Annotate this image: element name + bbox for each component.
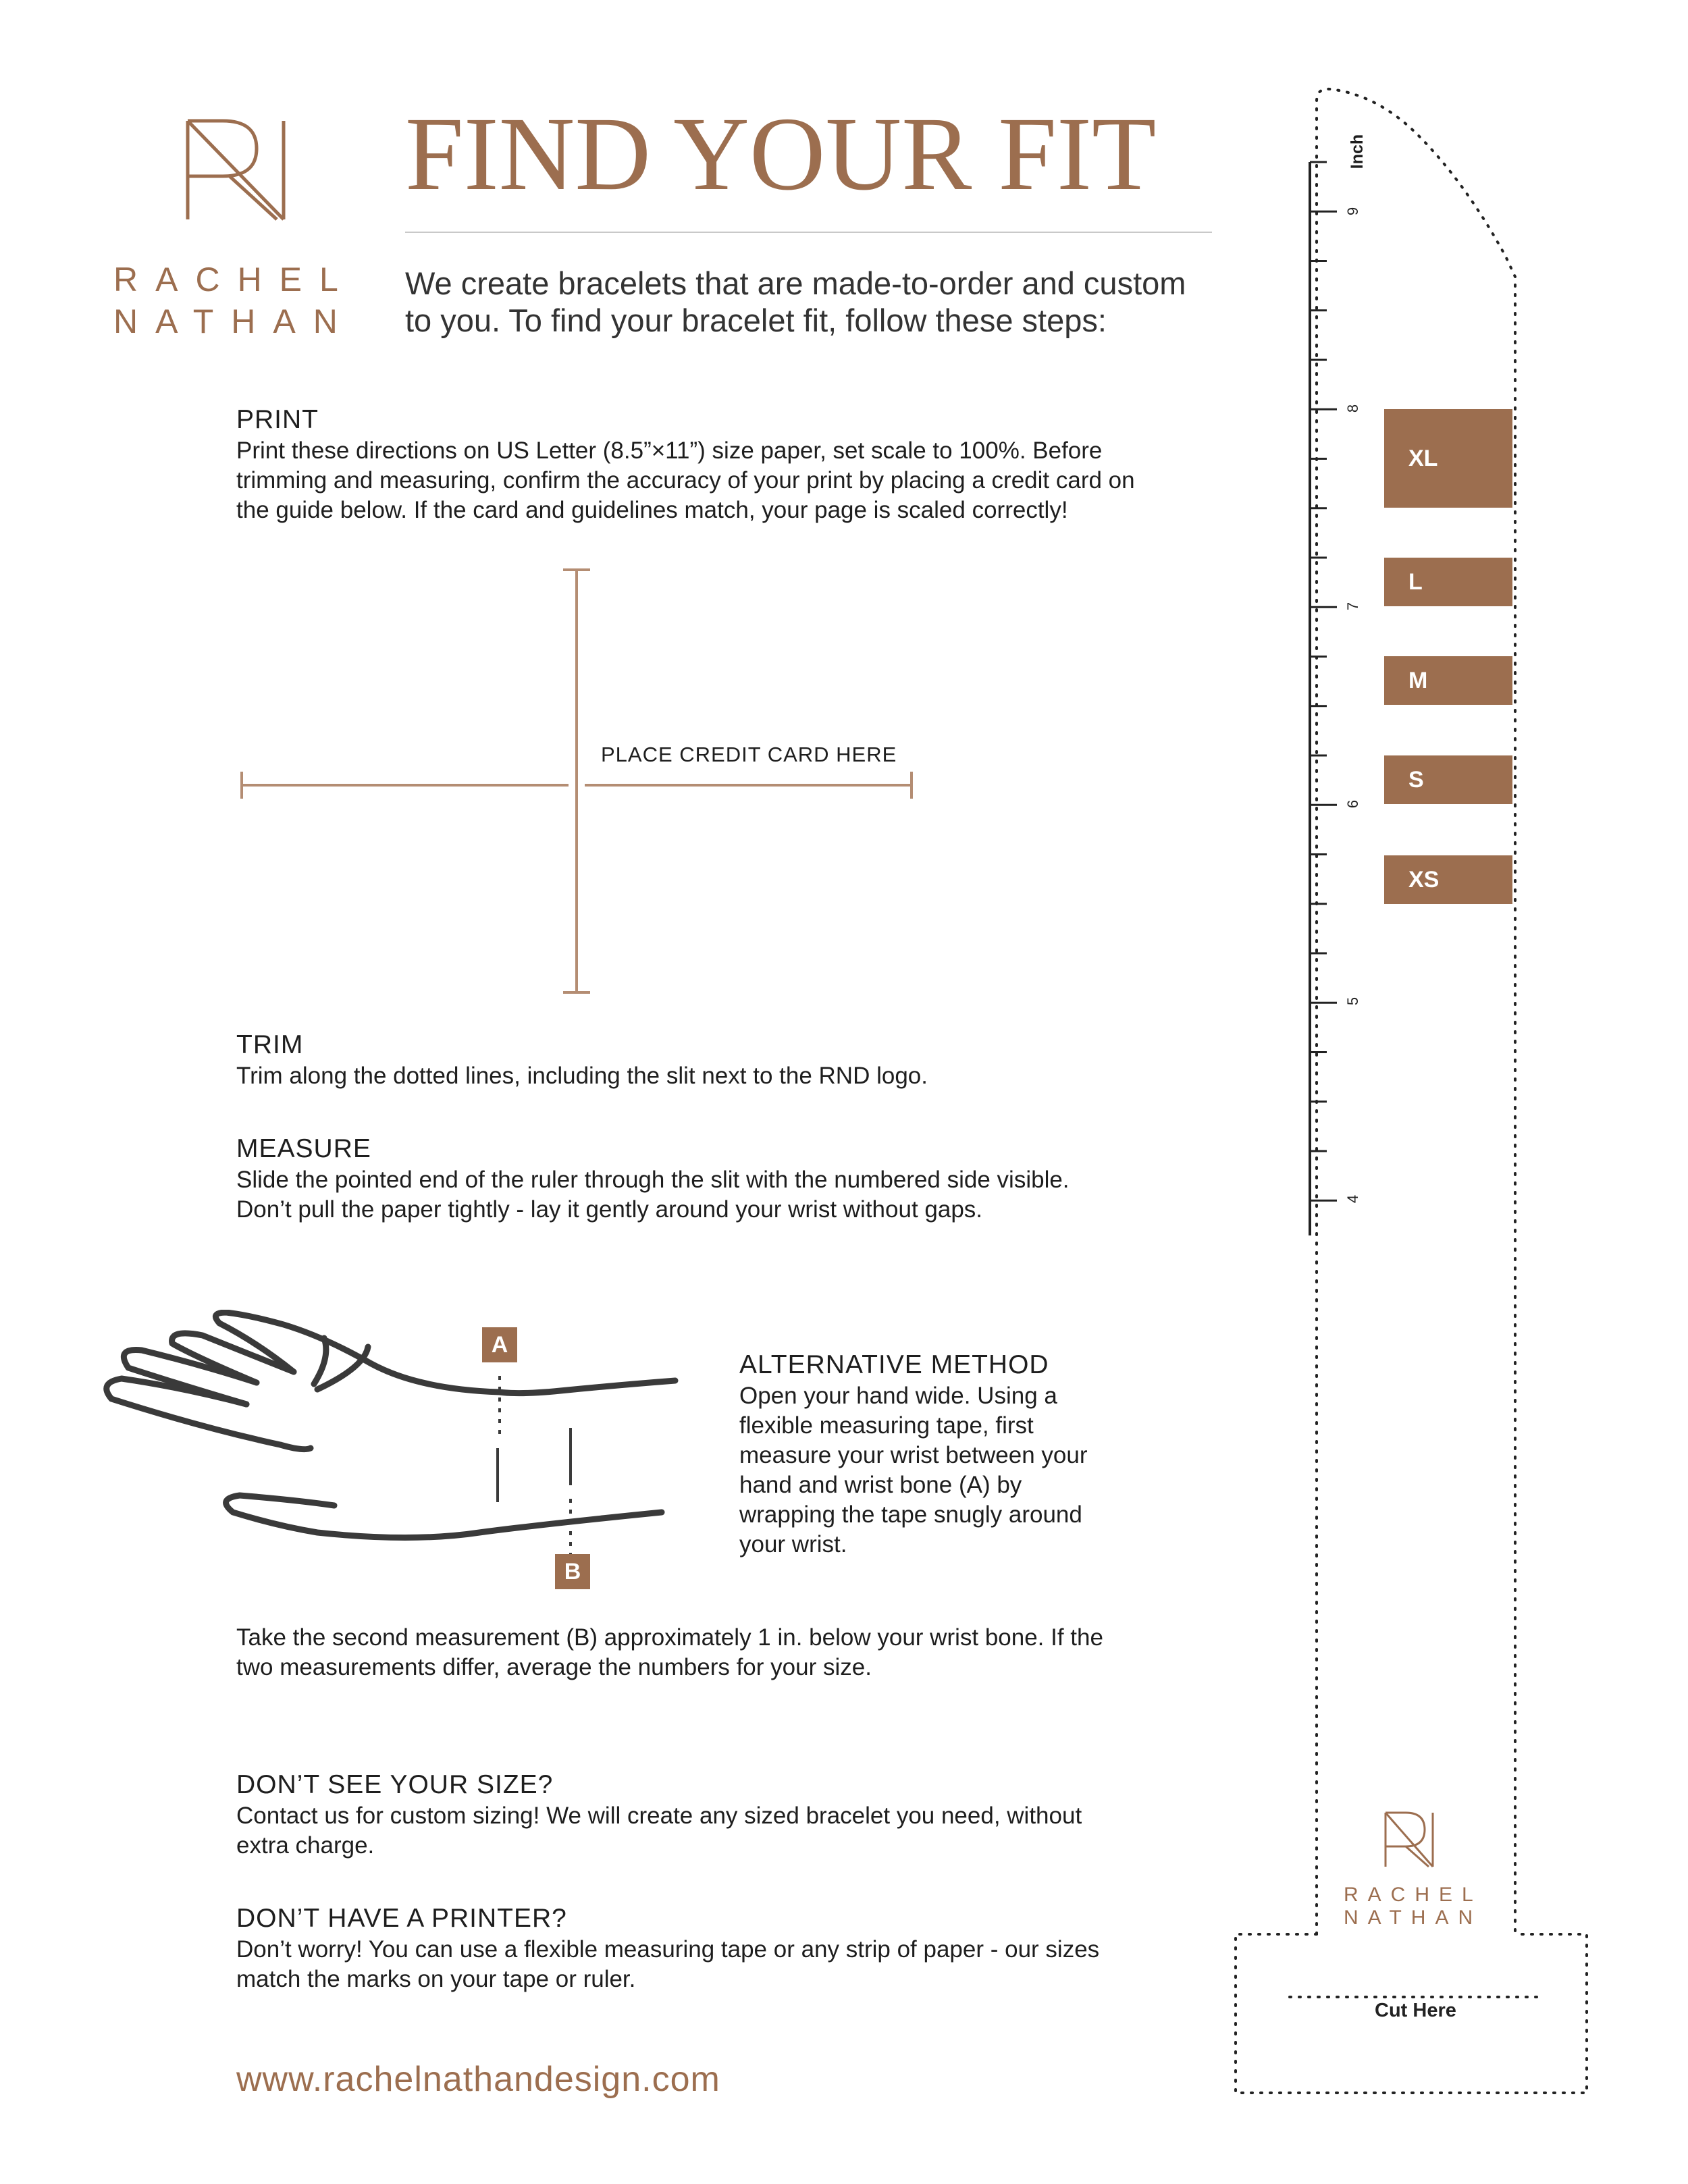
- tick-label-6: 6: [1344, 799, 1362, 809]
- no-printer-body: Don’t worry! You can use a flexible measuring tape or any strip of paper - our sizes match the marks on your tape or ruler.: [236, 1936, 1100, 1992]
- brand-name-last: NATHAN: [113, 302, 355, 340]
- print-body: Print these directions on US Letter (8.5”×11”) size paper, set scale to 100%. Before trimming and measuring, confirm the accuracy of your print by placing a credit card on the guide below. If the card and guidelines match, your page is scaled correctly!: [236, 437, 1135, 523]
- marker-a: A: [482, 1327, 517, 1362]
- measure-body: Slide the pointed end of the ruler through the slit with the numbered side visible. Don’t pull the paper tightly - lay it gently around your wrist without gaps.: [236, 1167, 1070, 1223]
- brand-name-first: RACHEL: [113, 261, 356, 298]
- no-printer-heading: DON’T HAVE A PRINTER?: [236, 1904, 567, 1933]
- no-size-body: Contact us for custom sizing! We will create any sized bracelet you need, without extra charge.: [236, 1803, 1082, 1859]
- tick-label-4: 4: [1344, 1194, 1362, 1204]
- size-m: M: [1384, 656, 1512, 705]
- rn-monogram-logo: [182, 118, 290, 226]
- tick-label-9: 9: [1344, 207, 1362, 216]
- size-s: S: [1384, 755, 1512, 804]
- size-l: L: [1384, 558, 1512, 606]
- credit-card-label: PLACE CREDIT CARD HERE: [601, 743, 897, 766]
- credit-card-guide: [230, 560, 932, 999]
- alternative-heading: ALTERNATIVE METHOD: [739, 1350, 1049, 1379]
- alternative-body: Open your hand wide. Using a flexible measuring tape, first measure your wrist between your hand and wrist bone (A) by wrapping the tape snugly around your wrist.: [739, 1383, 1088, 1557]
- size-xs: XS: [1384, 855, 1512, 904]
- tick-label-8: 8: [1344, 404, 1362, 413]
- marker-b: B: [555, 1554, 590, 1589]
- no-size-heading: DON’T SEE YOUR SIZE?: [236, 1770, 554, 1799]
- size-xl: XL: [1384, 409, 1512, 508]
- ruler-brand-last: NATHAN: [1344, 1907, 1483, 1929]
- print-heading: PRINT: [236, 405, 319, 434]
- ruler-brand-first: RACHEL: [1344, 1884, 1483, 1906]
- tick-label-7: 7: [1344, 602, 1362, 611]
- trim-body: Trim along the dotted lines, including the slit next to the RND logo.: [236, 1063, 928, 1089]
- title-divider: [405, 232, 1212, 233]
- page-title: FIND YOUR FIT: [405, 95, 1157, 212]
- measure-heading: MEASURE: [236, 1134, 371, 1163]
- cut-here-label: Cut Here: [1375, 2000, 1456, 2021]
- intro-text: We create bracelets that are made-to-order and custom to you. To find your bracelet fit, follow these steps:: [405, 265, 1186, 338]
- paper-ruler-cutout: [1229, 81, 1593, 2106]
- ruler-unit-label: Inch: [1348, 134, 1367, 169]
- tick-label-5: 5: [1344, 996, 1362, 1006]
- trim-heading: TRIM: [236, 1030, 304, 1059]
- second-measurement-body: Take the second measurement (B) approximately 1 in. below your wrist bone. If the two measurements differ, average the numbers for your size.: [236, 1624, 1103, 1680]
- hand-wrist-illustration: [101, 1310, 682, 1593]
- website-link[interactable]: www.rachelnathandesign.com: [236, 2060, 720, 2099]
